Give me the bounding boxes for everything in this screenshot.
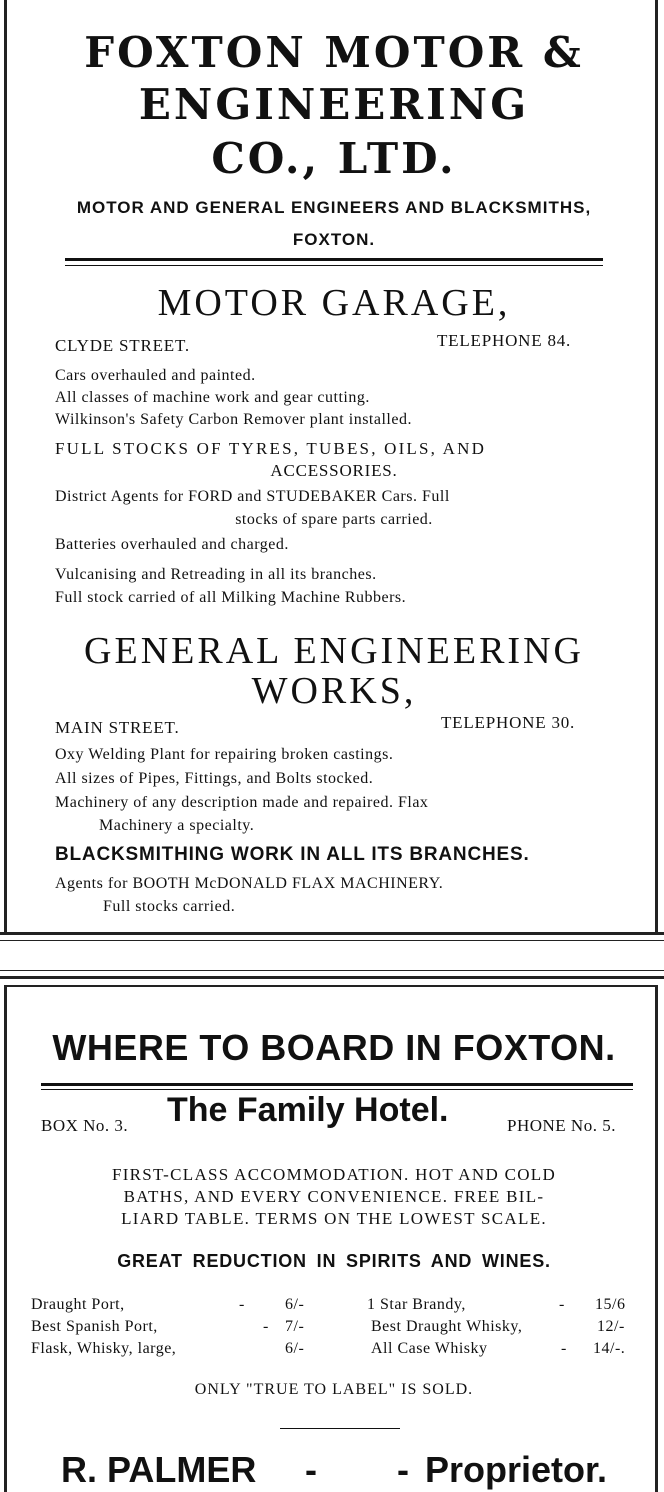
price-item: 1 Star Brandy, (367, 1296, 466, 1313)
booth-agents-line-2: Full stocks carried. (103, 898, 236, 915)
works-street: MAIN STREET. (55, 718, 180, 737)
works-heading-line-2: WORKS, (251, 670, 417, 712)
price-value: 12/- (597, 1318, 625, 1335)
ad-separator-thin (0, 970, 664, 971)
family-hotel-advertisement (4, 985, 658, 1492)
proprietor-dash: - (305, 1449, 317, 1490)
ad-separator-thin (0, 940, 664, 941)
garage-line: Batteries overhauled and charged. (55, 536, 289, 553)
price-value: 15/6 (595, 1296, 626, 1313)
works-flax-line-2: Machinery a specialty. (99, 817, 255, 834)
hotel-description-line: BATHS, AND EVERY CONVENIENCE. FREE BIL- (123, 1187, 545, 1206)
garage-line: Vulcanising and Retreading in all its branches. (55, 566, 377, 583)
short-rule (280, 1428, 400, 1429)
heading-rule (41, 1083, 633, 1086)
garage-line: All classes of machine work and gear cutting. (55, 389, 370, 406)
price-dash: - (263, 1318, 269, 1335)
works-telephone: TELEPHONE 30. (441, 713, 576, 732)
hotel-description-line: LIARD TABLE. TERMS ON THE LOWEST SCALE. (121, 1209, 547, 1228)
price-item: All Case Whisky (371, 1340, 488, 1357)
hotel-description-line: FIRST-CLASS ACCOMMODATION. HOT AND COLD (111, 1165, 557, 1184)
price-item: Best Spanish Port, (31, 1318, 158, 1335)
price-value: 6/- (285, 1296, 305, 1313)
company-subtitle-line-2: FOXTON. (292, 230, 376, 249)
price-item: Draught Port, (31, 1296, 125, 1313)
divider-rule-thin (65, 265, 603, 266)
garage-line: Wilkinson's Safety Carbon Remover plant installed. (55, 411, 412, 428)
proprietor-name: R. PALMER (61, 1449, 257, 1490)
works-line: Oxy Welding Plant for repairing broken castings. (55, 746, 394, 763)
price-dash: - (561, 1340, 567, 1357)
where-to-board-heading: WHERE TO BOARD IN FOXTON. (52, 1027, 616, 1068)
proprietor-dash: - (397, 1449, 409, 1490)
phone-number: PHONE No. 5. (507, 1116, 616, 1135)
works-line: Machinery of any description made and repaired. Flax (55, 794, 429, 811)
works-heading-line-1: GENERAL ENGINEERING (84, 630, 584, 672)
box-number: BOX No. 3. (41, 1116, 129, 1135)
heading-rule-thin (41, 1089, 633, 1090)
price-value: 14/-. (593, 1340, 626, 1357)
price-dash: - (559, 1296, 565, 1313)
price-dash: - (239, 1296, 245, 1313)
proprietor-title: Proprietor. (425, 1449, 608, 1490)
garage-stocks-line-1: FULL STOCKS OF TYRES, TUBES, OILS, AND (55, 439, 487, 458)
foxton-motor-advertisement (4, 0, 658, 935)
works-line: All sizes of Pipes, Fittings, and Bolts stocked. (55, 770, 374, 787)
price-item: Best Draught Whisky, (371, 1318, 523, 1335)
ad-separator (0, 932, 664, 935)
company-subtitle-line-1: MOTOR AND GENERAL ENGINEERS AND BLACKSMITHS, (76, 198, 592, 217)
garage-line: Cars overhauled and painted. (55, 367, 256, 384)
garage-stocks-line-2: ACCESSORIES. (270, 461, 398, 480)
booth-agents-line-1: Agents for BOOTH McDONALD FLAX MACHINERY. (55, 875, 444, 892)
garage-heading: MOTOR GARAGE, (157, 282, 511, 324)
ad-separator (0, 976, 664, 979)
garage-street: CLYDE STREET. (55, 336, 190, 355)
company-title-line-1: FOXTON MOTOR & (84, 28, 584, 77)
garage-telephone: TELEPHONE 84. (437, 331, 572, 350)
price-value: 7/- (285, 1318, 305, 1335)
company-title-line-3: CO., LTD. (211, 134, 457, 183)
price-value: 6/- (285, 1340, 305, 1357)
company-title-line-2: ENGINEERING (138, 80, 530, 129)
reduction-line: GREAT REDUCTION IN SPIRITS AND WINES. (117, 1251, 551, 1271)
hotel-name: The Family Hotel. (167, 1091, 449, 1129)
garage-agents-line-1: District Agents for FORD and STUDEBAKER Cars. Full (55, 488, 450, 505)
price-item: Flask, Whisky, large, (31, 1340, 177, 1357)
garage-line: Full stock carried of all Milking Machine Rubbers. (55, 589, 407, 606)
garage-agents-line-2: stocks of spare parts carried. (235, 511, 433, 528)
true-to-label-line: ONLY "TRUE TO LABEL" IS SOLD. (194, 1381, 474, 1398)
divider-rule (65, 258, 603, 261)
blacksmithing-line: BLACKSMITHING WORK IN ALL ITS BRANCHES. (55, 844, 530, 865)
